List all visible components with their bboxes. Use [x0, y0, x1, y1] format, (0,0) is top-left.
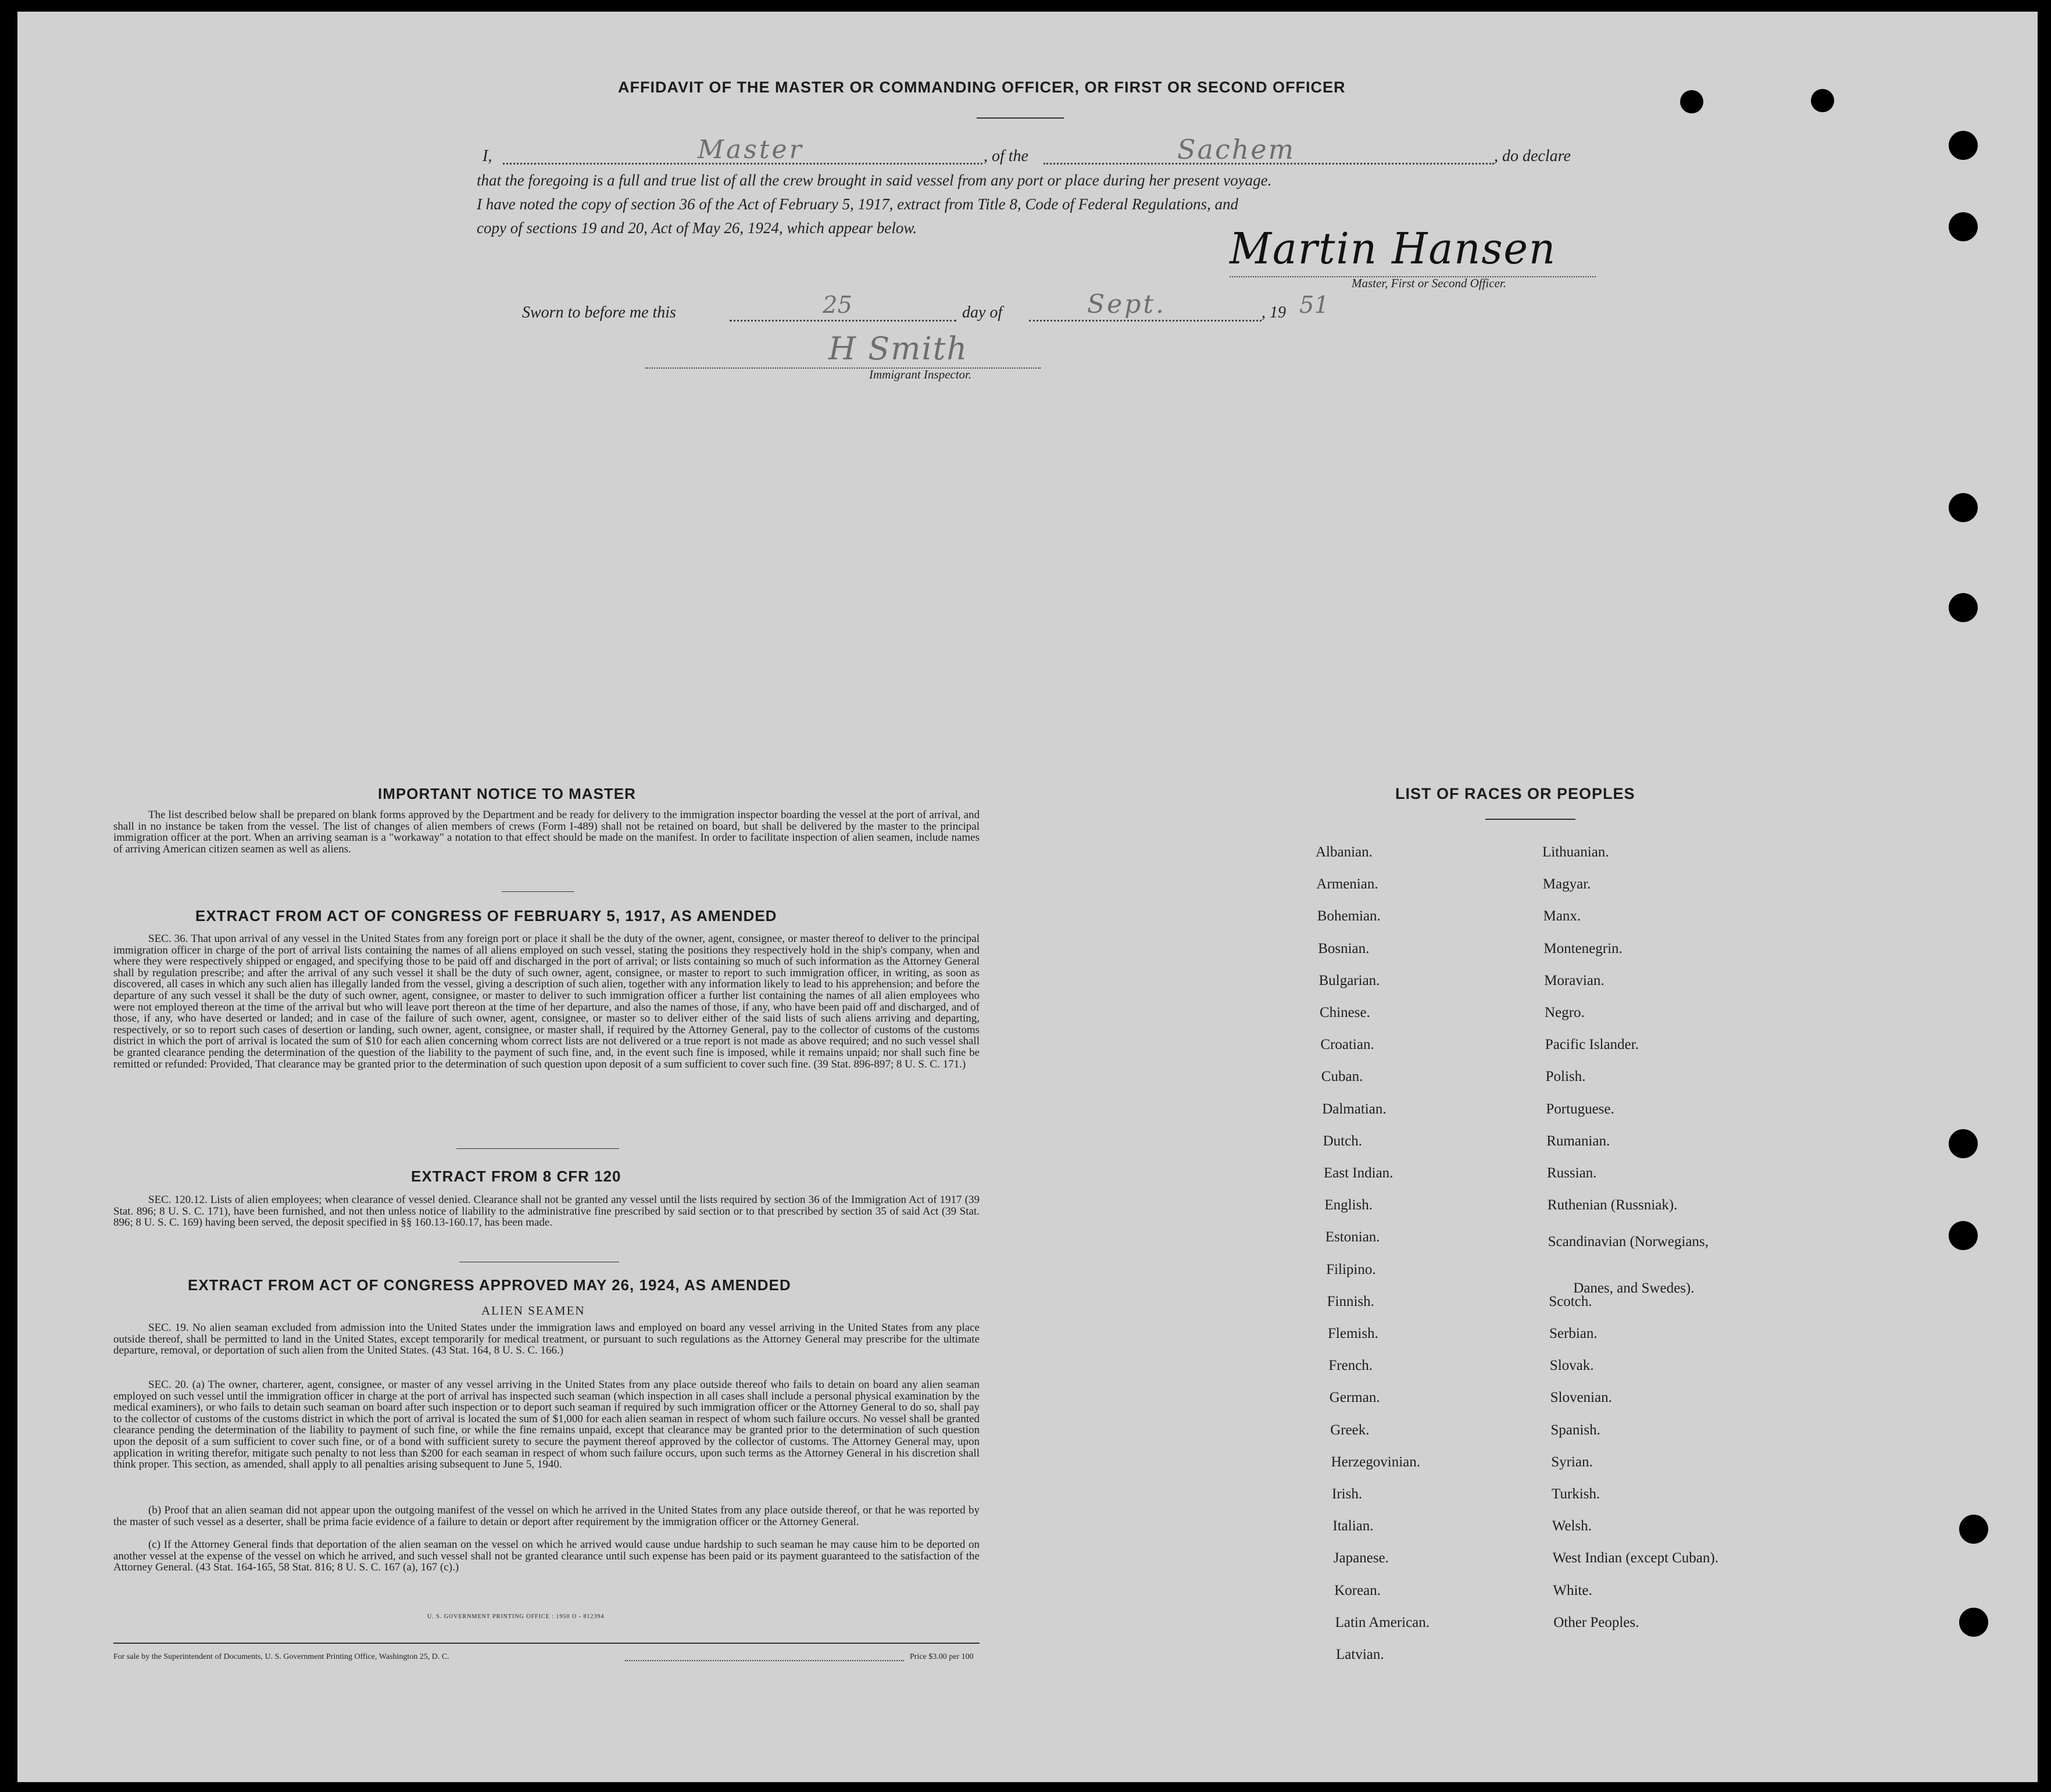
extract-1924-sec20c: (c) If the Attorney General finds that deportation of the alien seaman on the vessel on which he arrived would cause undue hardship to such seaman he may cause him to be deported on another vessel at the expense of the vessel on which he arrived, and such vessel shall not be granted clearance until such expense has been paid or its payment guaranteed to the satisfaction of the Attorney General. (43 Stat. 164-165, 58 Stat. 816; 8 U. S. C. 167 (a), 167 (c).): [113, 1538, 980, 1574]
footer-price: Price $3.00 per 100: [910, 1652, 974, 1661]
race-item: White.: [1553, 1582, 1592, 1598]
extract-1924-title: EXTRACT FROM ACT OF CONGRESS APPROVED MAY 26, 1924, AS AMENDED: [188, 1276, 791, 1294]
race-item: Other Peoples.: [1553, 1614, 1639, 1630]
punch-hole: [1949, 1221, 1978, 1250]
extract-1924-subtitle: ALIEN SEAMEN: [481, 1304, 585, 1318]
race-item: Negro.: [1545, 1005, 1585, 1020]
race-item: Scotch.: [1549, 1293, 1592, 1309]
extract-1917-title: EXTRACT FROM ACT OF CONGRESS OF FEBRUARY 5, 1917, AS AMENDED: [195, 907, 777, 924]
race-item: Pacific Islander.: [1545, 1037, 1639, 1053]
affidavit-line-2: that the foregoing is a full and true list of all the crew brought in said vessel from any port or place during her present voyage.: [477, 172, 1272, 189]
sworn-day-line: [730, 320, 956, 322]
punch-hole: [1949, 493, 1978, 522]
punch-hole: [1959, 1515, 1988, 1544]
race-item: Croatian.: [1320, 1037, 1374, 1053]
race-item: Korean.: [1334, 1582, 1381, 1598]
race-item: Latin American.: [1335, 1614, 1430, 1630]
notice-text: The list described below shall be prepared on blank forms approved by the Department and be ready for delivery to the immigration inspector boarding the vessel at the port of arrival, and shall in no instance be taken from the vessel. The list of changes of alien members of crews (Form I-489) shall not be retained on board, but shall be delivered by the master to the principal immigration officer at the port. When an arriving seaman is a "workaway" a notation to that effect should be made on the manifest. In order to facilitate inspection of alien seamen, include names of arriving American citizen seamen as well as aliens.: [113, 809, 980, 855]
do-declare-label: , do declare: [1494, 147, 1571, 165]
race-item: Magyar.: [1542, 876, 1591, 893]
race-item: German.: [1329, 1390, 1380, 1406]
race-item: Bosnian.: [1318, 940, 1370, 956]
year-suffix: 51: [1299, 292, 1329, 319]
race-item: Welsh.: [1552, 1518, 1592, 1534]
race-item: Lithuanian.: [1542, 844, 1609, 860]
extract-1924-sec19: SEC. 19. No alien seaman excluded from admission into the United States under the immigration laws and employed on board any vessel arriving in the United States from any place outside thereof, shall be permitted to land in the United States, except temporarily for medical treatment, or pursuant to such regulations as the Attorney General may prescribe for the ultimate departure, removal, or deportation of such alien from the United States. (43 Stat. 164, 8 U. S. C. 166.): [113, 1322, 980, 1357]
race-item: West Indian (except Cuban).: [1552, 1550, 1718, 1566]
printing-office-imprint: U. S. GOVERNMENT PRINTING OFFICE : 1950 O - 812394: [427, 1613, 605, 1620]
master-signature-caption: Master, First or Second Officer.: [1352, 276, 1506, 290]
year-prefix: , 19: [1262, 304, 1286, 322]
extract-1917-text: SEC. 36. That upon arrival of any vessel in the United States from any foreign port or place it shall be the duty of the owner, agent, consignee, or master thereof to deliver to the principal immigration officer in charge of the port of arrival lists containing the names of all aliens employed on such vessel, stating the positions they respectively hold in the ship's company, when and where they were respectively shipped or engaged, and specifying those to be paid off and discharged in the port of arrival; or lists containing so much of such information as the Attorney General shall by regulation prescribe; and after the arrival of any such vessel it shall be the duty of such owner, agent, consignee, or master to report to such immigration officer, in writing, as soon as discovered, all cases in which any such alien has illegally landed from the vessel, giving a description of such alien, together with any information likely to lead to his apprehension; and before the departure of any such vessel it shall be the duty of such owner, agent, consignee, or master to deliver to such immigration officer a further list containing the names of all alien employees who were not employed thereon at the time of the arrival but who will leave port thereon at the time of her departure, and also the names of those, if any, who have been paid off and discharged, and of those, if any, who have deserted or landed; and in case of the failure of such owner, agent, consignee, or master so to deliver either of the said lists of such aliens arriving and departing, respectively, or so to report such cases of desertion or landing, such owner, agent, consignee, or master shall, if required by the Attorney General, pay to the collector of customs of the customs district in which the port of arrival is located the sum of $10 for each alien concerning whom correct lists are not delivered or a true report is not made as above required; and no such vessel shall be granted clearance pending the determination of the question of the liability to the payment of such fine, and, in the event such fine is imposed, while it remains unpaid; nor shall such fine be remitted or refunded: Provided, That clearance may be granted prior to the determination of such question upon deposit of a sum sufficient to cover such fine. (39 Stat. 896-897; 8 U. S. C. 171.): [113, 933, 980, 1070]
race-item: Herzegovinian.: [1331, 1454, 1420, 1470]
punch-hole: [1949, 131, 1978, 160]
race-item: Slovak.: [1549, 1358, 1594, 1374]
race-item: French.: [1328, 1358, 1373, 1374]
footer-leader: [625, 1660, 904, 1661]
inspector-signature-line: [645, 367, 1041, 369]
affidavit-line-4: copy of sections 19 and 20, Act of May 26, 1924, which appear below.: [477, 219, 917, 237]
race-item: Portuguese.: [1546, 1101, 1614, 1117]
title-divider: [977, 117, 1064, 119]
races-title: LIST OF RACES OR PEOPLES: [1395, 785, 1635, 802]
punch-hole: [1949, 593, 1978, 622]
of-the-label: , of the: [984, 147, 1028, 165]
declarant-prefix: I,: [483, 147, 492, 165]
race-item: Flemish.: [1328, 1326, 1378, 1341]
notice-divider: [502, 891, 574, 892]
footer-rule: [113, 1643, 980, 1644]
inspector-caption: Immigrant Inspector.: [869, 367, 972, 381]
punch-hole: [1959, 1608, 1988, 1637]
extract-cfr-text: SEC. 120.12. Lists of alien employees; when clearance of vessel denied. Clearance shall not be granted any vessel until the lists required by section 36 of the Immigration Act of 1917 (39 Stat. 896; 8 U. S. C. 171), have been furnished, and not then unless notice of liability to the administrative fine prescribed by said section or to that prescribed by section 35 of said Act (39 Stat. 896; 8 U. S. C. 169) having been served, the deposit specified in §§ 160.13-160.17, has been made.: [113, 1194, 980, 1229]
race-item: Turkish.: [1552, 1486, 1600, 1502]
sworn-day: 25: [823, 292, 852, 319]
race-item: Syrian.: [1551, 1454, 1593, 1470]
punch-hole: [1811, 89, 1834, 112]
race-item: Dalmatian.: [1322, 1101, 1387, 1117]
race-item: Spanish.: [1550, 1422, 1600, 1438]
affidavit-line-3: I have noted the copy of section 36 of the Act of February 5, 1917, extract from Title 8, Code of Federal Regulations, and: [477, 195, 1239, 213]
race-item: Rumanian.: [1546, 1133, 1610, 1149]
races-divider: [1485, 819, 1575, 820]
race-item: Estonian.: [1325, 1229, 1380, 1245]
race-item: English.: [1324, 1197, 1373, 1213]
notice-title: IMPORTANT NOTICE TO MASTER: [378, 785, 636, 802]
punch-hole: [1949, 212, 1978, 241]
race-item: Greek.: [1330, 1422, 1370, 1438]
sworn-label: Sworn to before me this: [522, 304, 676, 322]
sworn-month-line: [1029, 320, 1262, 322]
race-item: Finnish.: [1327, 1293, 1374, 1309]
race-item: Bohemian.: [1317, 908, 1381, 924]
race-item: Armenian.: [1316, 876, 1378, 893]
footer-for-sale: For sale by the Superintendent of Documents, U. S. Government Printing Office, Washington 25, D. C.: [113, 1652, 449, 1661]
race-item: Polish.: [1545, 1069, 1586, 1085]
extract-1924-sec20a: SEC. 20. (a) The owner, charterer, agent, consignee, or master of any vessel arriving in the United States from any place outside thereof who fails to detain on board any alien seaman employed on such vessel until the immigration officer in charge at the port of arrival has inspected such seaman (which inspection in all cases shall include a personal physical examination by the medical examiners), or who fails to detain such seaman on board after such inspection or to deport such seaman if required by such immigration officer or the Attorney General to do so, shall pay to the collector of customs of the customs district in which the port of arrival is located the sum of $1,000 for each alien seaman in respect of whom such failure occurs. No vessel shall be granted clearance pending the determination of the liability to payment of such fine, or while the fine remains unpaid, except that clearance may be granted prior to the determination of such question upon the deposit of a sum sufficient to cover such fine, or of a bond with sufficient surety to secure the payment thereof approved by the collector of customs. The Attorney General may, upon application in writing therefor, mitigate such penalty to not less than $200 for each seaman in respect of whom such failure occurs, upon such terms as the Attorney General in his discretion shall think proper. This section, as amended, shall apply to all penalties arising subsequent to June 5, 1940.: [113, 1379, 980, 1471]
race-item: Bulgarian.: [1318, 972, 1380, 988]
extract-1917-divider: [456, 1148, 619, 1149]
race-item: Japanese.: [1333, 1550, 1389, 1566]
race-item: Ruthenian (Russniak).: [1547, 1197, 1678, 1213]
declarant-name: Master: [698, 135, 804, 165]
punch-hole: [1949, 1129, 1978, 1158]
race-item: Filipino.: [1326, 1261, 1376, 1277]
race-item: Montenegrin.: [1543, 940, 1623, 956]
day-of-label: day of: [962, 304, 1003, 322]
race-item: Moravian.: [1544, 972, 1605, 988]
extract-1924-sec20b: (b) Proof that an alien seaman did not appear upon the outgoing manifest of the vessel on which he arrived in the United States from any place outside thereof, or that he was reported by the master of such vessel as a deserter, shall be prima facie evidence of a failure to detain or deport after requirement by the immigration officer or the Attorney General.: [113, 1504, 980, 1528]
race-item: Russian.: [1547, 1165, 1597, 1181]
race-item: Scandinavian (Norwegians,: [1548, 1234, 1709, 1250]
race-item: Slovenian.: [1550, 1390, 1612, 1406]
race-item: Chinese.: [1320, 1005, 1370, 1020]
race-item: Latvian.: [1336, 1647, 1384, 1662]
document-sheet: [17, 12, 2038, 1782]
punch-hole: [1680, 90, 1703, 113]
race-item: Cuban.: [1321, 1069, 1363, 1085]
sworn-month: Sept.: [1087, 290, 1167, 319]
race-item: Italian.: [1332, 1518, 1374, 1534]
race-item: Albanian.: [1316, 844, 1373, 860]
race-item: Dutch.: [1323, 1133, 1362, 1149]
race-item: Irish.: [1332, 1486, 1363, 1502]
race-item: Serbian.: [1549, 1326, 1598, 1341]
inspector-signature: H Smith: [828, 330, 969, 367]
affidavit-title: AFFIDAVIT OF THE MASTER OR COMMANDING OFFICER, OR FIRST OR SECOND OFFICER: [618, 78, 1346, 96]
race-item: Danes, and Swedes).: [1573, 1280, 1695, 1296]
race-item: Manx.: [1543, 908, 1581, 924]
vessel-name: Sachem: [1177, 134, 1296, 165]
master-signature: Martin Hansen: [1230, 224, 1557, 274]
race-item: East Indian.: [1324, 1165, 1393, 1181]
extract-cfr-title: EXTRACT FROM 8 CFR 120: [411, 1168, 621, 1185]
